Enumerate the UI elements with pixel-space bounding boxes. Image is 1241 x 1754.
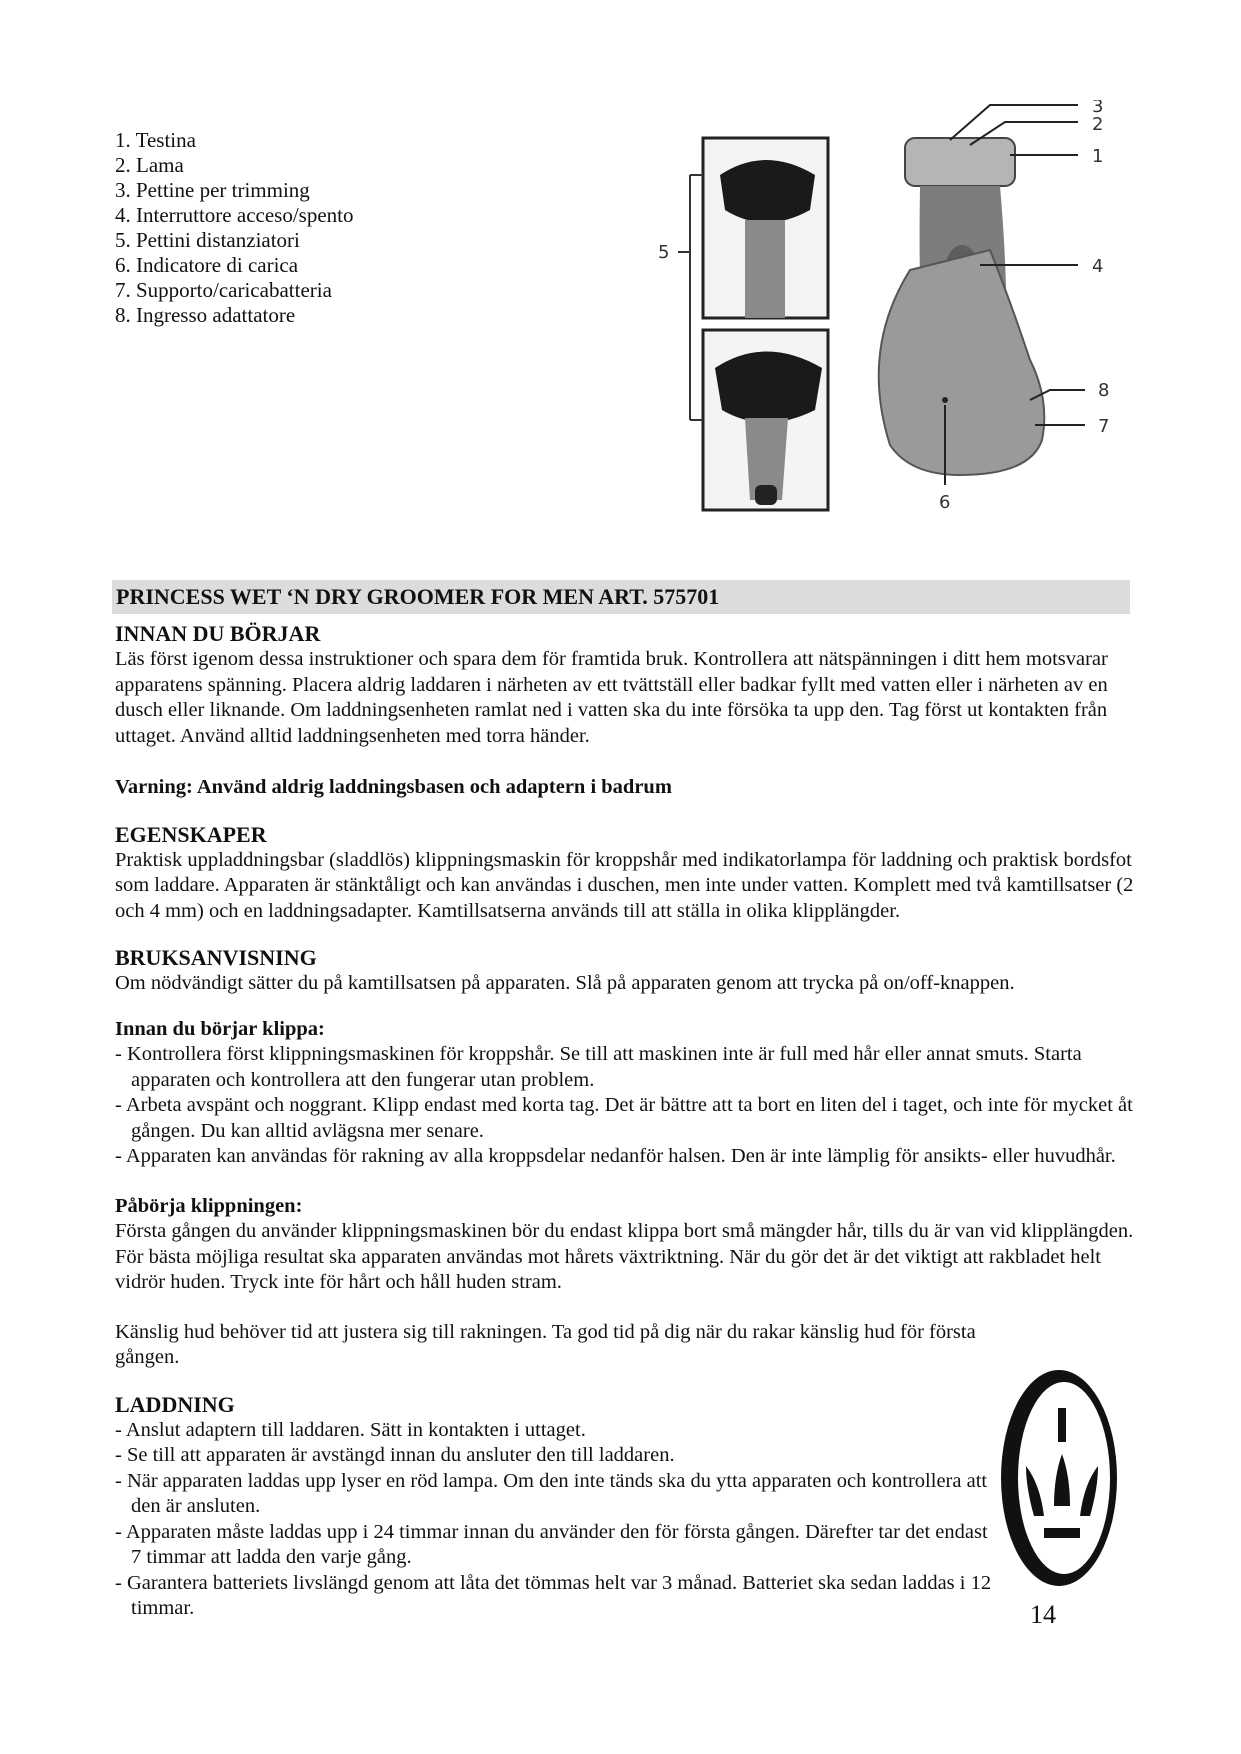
page-title: PRINCESS WET ‘N DRY GROOMER FOR MEN ART. 575701 xyxy=(116,584,720,609)
comb-icon xyxy=(720,160,815,223)
diagram-label: 4 xyxy=(1092,256,1104,277)
section-heading-innan-klippa: Innan du börjar klippa: xyxy=(115,1017,325,1040)
title-bar xyxy=(112,580,1130,614)
warning-text: Varning: Använd aldrig laddningsbasen och adaptern i badrum xyxy=(115,776,672,798)
section-heading-bruks: BRUKSANVISNING xyxy=(115,945,317,970)
list-item: - Anslut adaptern till laddaren. Sätt in kontakten i uttaget. xyxy=(115,1418,586,1441)
page-number: 14 xyxy=(1030,1600,1056,1629)
section-text-innan: Läs först igenom dessa instruktioner och spara dem för framtida bruk. Kontrollera att nätspänningen i ditt hem motsvarar apparatens spänning. Placera aldrig laddaren i närheten av ett tvättställ eller badkar fyllt med vatten eller i närheten av en dusch eller liknande. Om laddningsenheten ramlat ned i vatten ska du inte försöka ta upp den. Tag först ut kontakten från uttaget. Använd alltid laddningsenheten med torra händer. xyxy=(115,648,1108,747)
list-item: - När apparaten laddas upp lyser en röd lampa. Om den inte tänds ska du ytta apparaten och kontrollera att den är ansluten. xyxy=(115,1469,988,1517)
parts-list xyxy=(115,128,354,328)
diagram-label: 6 xyxy=(939,492,951,513)
list-item: - Apparaten kan användas för rakning av alla kroppsdelar nedanför halsen. Den är inte lämplig för ansikts- eller huvudhår. xyxy=(115,1145,1116,1167)
parts-list-item: 6. Indicatore di carica xyxy=(115,253,299,277)
shaver-head-icon xyxy=(905,138,1015,186)
parts-list-item: 7. Supporto/caricabatteria xyxy=(115,278,332,302)
list-item: - Garantera batteriets livslängd genom att låta det tömmas helt var 3 månad. Batteriet ska sedan laddas i 12 timmar. xyxy=(115,1571,992,1619)
innan-klippa-list xyxy=(115,1042,1135,1170)
parts-list-item: 4. Interruttore acceso/spento xyxy=(115,203,354,227)
parts-list-item: 1. Testina xyxy=(115,128,196,152)
section-text-bruks: Om nödvändigt sätter du på kamtillsatsen på apparaten. Slå på apparaten genom att trycka på on/off-knappen. xyxy=(115,972,1015,994)
parts-list-item: 8. Ingresso adattatore xyxy=(115,303,296,327)
section-heading-laddning: LADDNING xyxy=(115,1391,235,1417)
list-item: - Arbeta avspänt och noggrant. Klipp endast med korta tag. Det är bättre att ta bort en liten del i taget, och inte för mycket åt gången. Du kan alltid avlägsna mer senare. xyxy=(115,1094,1133,1142)
diagram-label: 5 xyxy=(658,242,670,263)
section-text-paborja-2: Känslig hud behöver tid att justera sig till rakningen. Ta god tid på dig när du rakar känslig hud för första gången. xyxy=(115,1320,976,1368)
parts-list-item: 2. Lama xyxy=(115,153,184,177)
parts-list-item: 3. Pettine per trimming xyxy=(115,178,310,202)
product-diagram xyxy=(610,100,1140,580)
diagram-label: 7 xyxy=(1098,416,1110,437)
list-item: - Se till att apparaten är avstängd innan du ansluter den till laddaren. xyxy=(115,1444,675,1466)
section-text-egenskaper: Praktisk uppladdningsbar (sladdlös) klippningsmaskin för kroppshår med indikatorlampa för laddning och praktisk bordsfot som laddare. Apparaten är stänktåligt och kan användas i duschen, men inte under vatten. Komplett med två kamtillsatser (2 och 4 mm) och en laddningsadapter. Kamtillsatserna används till att ställa in olika klipplängder. xyxy=(115,848,1134,922)
diagram-label: 3 xyxy=(1092,100,1104,117)
diagram-label: 8 xyxy=(1098,380,1110,401)
splash-proof-logo-icon xyxy=(998,1366,1120,1590)
diagram-label: 2 xyxy=(1092,114,1104,135)
list-item: - Kontrollera först klippningsmaskinen för kroppshår. Se till att maskinen inte är full med hår eller annat smuts. Starta apparaten och kontrollera att den fungerar utan problem. xyxy=(115,1043,1082,1091)
section-heading-innan: INNAN DU BÖRJAR xyxy=(115,621,321,646)
section-heading-paborja: Påbörja klippningen: xyxy=(115,1194,303,1217)
section-heading-egenskaper: EGENSKAPER xyxy=(115,821,267,847)
main-content xyxy=(115,620,1135,1622)
charging-base-icon xyxy=(879,250,1045,475)
parts-list-item: 5. Pettini distanziatori xyxy=(115,228,300,252)
comb-icon xyxy=(715,352,822,423)
laddning-list xyxy=(115,1418,1000,1622)
diagram-label: 1 xyxy=(1092,146,1104,167)
section-text-paborja: Första gången du använder klippningsmaskinen bör du endast klippa bort små mängder hår, tills du är van vid klipplängden. För bästa möjliga resultat ska apparaten användas mot hårets växtriktning. När du gör det är det viktigt att rakbladet helt vidrör huden. Tryck inte för hårt och håll huden stram. xyxy=(115,1220,1134,1293)
list-item: - Apparaten måste laddas upp i 24 timmar innan du använder den för första gången. Därefter tar det endast 7 timmar att ladda den varje gång. xyxy=(115,1520,988,1568)
